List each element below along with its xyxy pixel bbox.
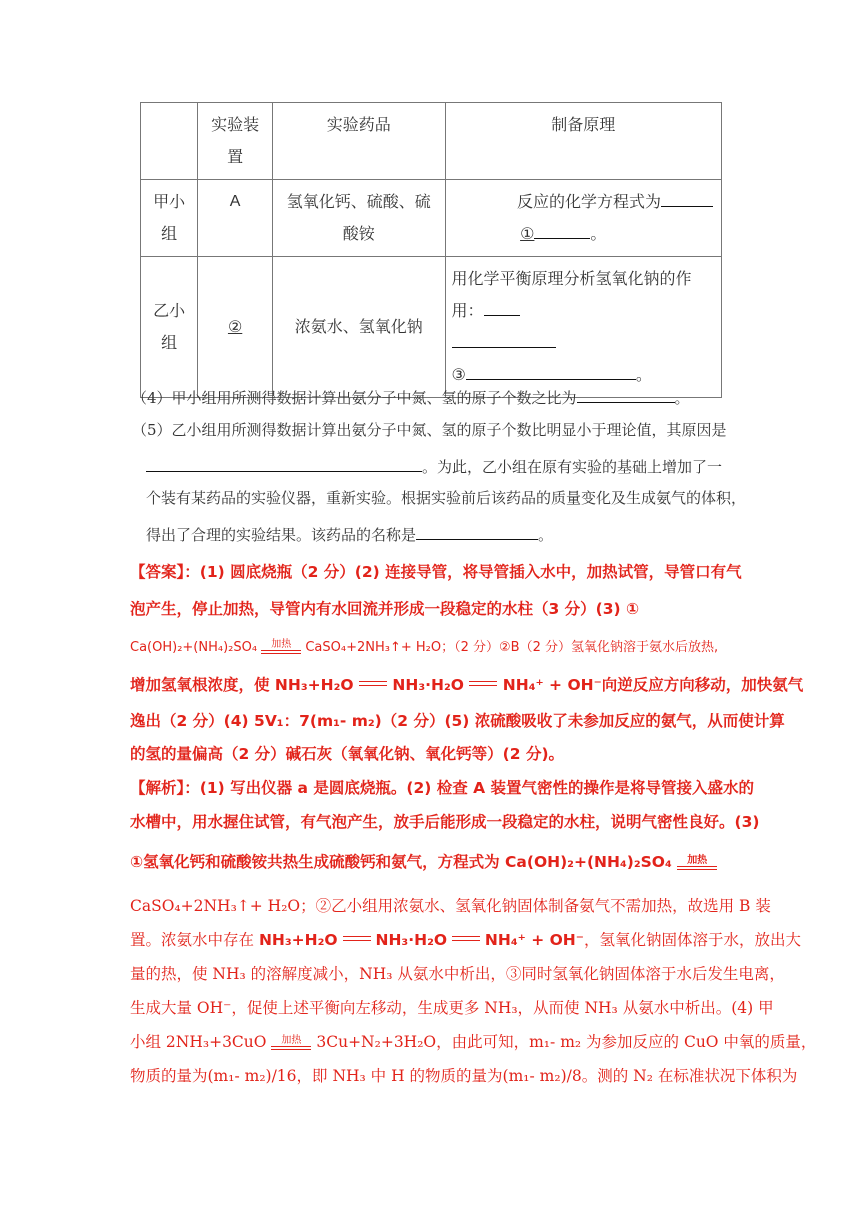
table-row — [141, 257, 722, 398]
principle-jia-text: 反应的化学方程式为 — [516, 192, 661, 211]
answer-line4-part2: NH₃·H₂O — [392, 676, 464, 694]
answer-blank[interactable] — [577, 384, 675, 403]
heat-condition — [677, 856, 717, 870]
principle-jia-line2 — [452, 218, 715, 250]
reagent-jia-line1: 氢氧化钙、硫酸、硫 — [286, 192, 431, 211]
answer-line-6: 的氢的量偏高（2 分）碱石灰（氧氧化钠、氧化钙等）(2 分)。 — [130, 745, 565, 763]
analysis-line5-part4: NH₄⁺ + OH⁻ — [484, 931, 584, 949]
group-yi-line2: 组 — [161, 333, 178, 352]
principle-jia-cell — [445, 180, 721, 257]
analysis-line-8 — [130, 1030, 816, 1052]
question-5-line2-text: 。为此，乙小组在原有实验的基础上增加了一 — [422, 458, 723, 476]
answer-line-2: 泡产生，停止加热，导管内有水回流并形成一段稳定的水柱（3 分）(3) ① — [130, 600, 640, 618]
analysis-line5-part2: NH₃+H₂O — [258, 931, 338, 949]
answer-line-4 — [130, 673, 804, 695]
reversible-arrow-icon — [359, 680, 387, 688]
analysis-line5-part1: 置。浓氨水中存在 — [130, 931, 259, 949]
answer-blank[interactable] — [452, 329, 556, 348]
question-5-line3: 个装有某药品的实验仪器，重新实验。根据实验前后该药品的质量变化及生成氨气的体积， — [146, 489, 747, 507]
question-5-line2 — [146, 453, 722, 477]
analysis-line8-part2: 3Cu+N₂+3H₂O，由此可知，m₁- m₂ 为参加反应的 CuO 中氧的质量， — [316, 1033, 817, 1051]
group-yi-cell — [141, 257, 198, 398]
reversible-arrow-icon — [469, 680, 497, 688]
answer-label: 【答案】 — [130, 563, 185, 581]
analysis-line-2: 水槽中，用水握住试管，有气泡产生，放手后能形成一段稳定的水柱，说明气密性良好。(3) — [130, 813, 760, 831]
question-4-text: （4）甲小组用所测得数据计算出氨分子中氮、氢的原子个数之比为 — [132, 389, 577, 407]
table-row — [141, 180, 722, 257]
answer-line4-part1: 增加氢氧根浓度，使 NH₃+H₂O — [130, 676, 354, 694]
analysis-line5-part5: ，氢氧化钠固体溶于水，放出大 — [583, 931, 801, 949]
analysis-line-9: 物质的量为(m₁- m₂)/16，即 NH₃ 中 H 的物质的量为(m₁- m₂)/8。测的 N₂ 在标准状况下体积为 — [130, 1067, 798, 1085]
heat-condition — [261, 640, 301, 654]
device-a-cell — [198, 180, 273, 257]
group-jia-line1: 甲小 — [153, 192, 186, 211]
answer-line-3 — [130, 636, 738, 655]
answer-equation-right: CaSO₄+2NH₃↑+ H₂O；（2 分）②B（2 分）氢氧化钠溶于氨水后放热, — [305, 640, 719, 655]
principle-yi-line2 — [452, 295, 715, 327]
header-cell-principle: 制备原理 — [445, 103, 721, 180]
analysis-line-5 — [130, 928, 801, 950]
equals-sign — [261, 650, 301, 654]
reagent-yi: 浓氨水、氢氧化钠 — [294, 317, 423, 336]
heat-label: 加热 — [271, 639, 292, 650]
period: 。 — [674, 389, 690, 407]
principle-yi-cell — [445, 257, 721, 398]
equals-sign — [677, 866, 717, 870]
answer-text: ：(1) 圆底烧瓶（2 分）(2) 连接导管，将导管插入水中，加热试管，导管口有气 — [184, 563, 742, 581]
group-jia-line2: 组 — [161, 224, 178, 243]
period: 。 — [590, 224, 607, 243]
header-cell-reagent: 实验药品 — [272, 103, 445, 180]
group-jia-cell — [141, 180, 198, 257]
question-5-line1: （5）乙小组用所测得数据计算出氨分子中氮、氢的原子个数比明显小于理论值，其原因是 — [132, 421, 727, 439]
device-blank-cell — [198, 257, 273, 398]
period: 。 — [538, 526, 554, 544]
analysis-line5-part3: NH₃·H₂O — [375, 931, 448, 949]
analysis-text: ：(1) 写出仪器 a 是圆底烧瓶。(2) 检查 A 装置气密性的操作是将导管接入盛水的 — [184, 779, 755, 797]
header-cell-device — [198, 103, 273, 180]
reagent-jia-cell — [272, 180, 445, 257]
answer-line4-part3: NH₄⁺ + OH⁻向逆反应方向移动，加快氨气 — [502, 676, 804, 694]
question-5-line4 — [146, 521, 553, 545]
heat-label: 加热 — [687, 855, 708, 866]
table-header-row — [141, 103, 722, 180]
device-a: A — [229, 193, 241, 210]
analysis-line-4: CaSO₄+2NH₃↑+ H₂O；②乙小组用浓氨水、氢氧化钠固体制备氨气不需加热，故选用 B 装 — [130, 897, 771, 915]
header-cell-empty — [141, 103, 198, 180]
analysis-label: 【解析】 — [130, 779, 185, 797]
answer-line-5: 逸出（2 分）(4) 5V₁：7(m₁- m₂)（2 分）(5) 浓硫酸吸收了未参加反应的氨气，从而使计算 — [130, 712, 785, 730]
analysis-line8-part1: 小组 2NH₃+3CuO — [130, 1033, 267, 1051]
period: 。 — [635, 365, 652, 384]
question-5-line4-text: 得出了合理的实验结果。该药品的名称是 — [146, 526, 417, 544]
heat-condition — [271, 1036, 311, 1050]
answer-blank[interactable] — [416, 521, 538, 540]
blank-marker-1: ① — [520, 224, 535, 243]
reversible-arrow-icon — [343, 935, 371, 943]
question-4 — [132, 384, 690, 408]
answer-blank-1[interactable] — [534, 220, 590, 239]
answer-equation-left: Ca(OH)₂+(NH₄)₂SO₄ — [130, 640, 258, 655]
blank-marker-3: ③ — [451, 365, 466, 384]
heat-label: 加热 — [281, 1035, 302, 1046]
answer-line-1 — [130, 560, 742, 582]
reversible-arrow-icon — [452, 935, 480, 943]
principle-yi-text: 用： — [451, 301, 484, 320]
answer-blank[interactable] — [146, 453, 422, 472]
blank-marker-2: ② — [227, 317, 243, 336]
analysis-line-1 — [130, 776, 755, 798]
principle-jia-line1 — [452, 186, 715, 218]
header-device-line2: 置 — [227, 147, 244, 166]
analysis-line-7: 生成大量 OH⁻，促使上述平衡向左移动，生成更多 NH₃，从而使 NH₃ 从氨水中析出。(4) 甲 — [130, 999, 774, 1017]
answer-blank[interactable] — [661, 188, 713, 207]
experiment-table — [140, 102, 722, 398]
analysis-line3-text: ①氢氧化钙和硫酸铵共热生成硫酸钙和氨气，方程式为 Ca(OH)₂+(NH₄)₂SO₄ — [130, 853, 672, 871]
equals-sign — [271, 1046, 311, 1050]
group-yi-line1: 乙小 — [153, 301, 186, 320]
analysis-line-3 — [130, 850, 738, 872]
answer-blank[interactable] — [484, 297, 520, 316]
principle-yi-line3 — [452, 327, 715, 359]
analysis-line-6: 量的热，使 NH₃ 的溶解度减小，NH₃ 从氨水中析出，③同时氢氧化钠固体溶于水后发生电离， — [130, 965, 785, 983]
reagent-yi-cell — [272, 257, 445, 398]
answer-blank-3[interactable] — [466, 361, 636, 380]
reagent-jia-line2: 酸铵 — [342, 224, 375, 243]
principle-yi-line1: 用化学平衡原理分析氢氧化钠的作 — [451, 269, 692, 288]
header-device-line1: 实验装 — [211, 115, 260, 134]
